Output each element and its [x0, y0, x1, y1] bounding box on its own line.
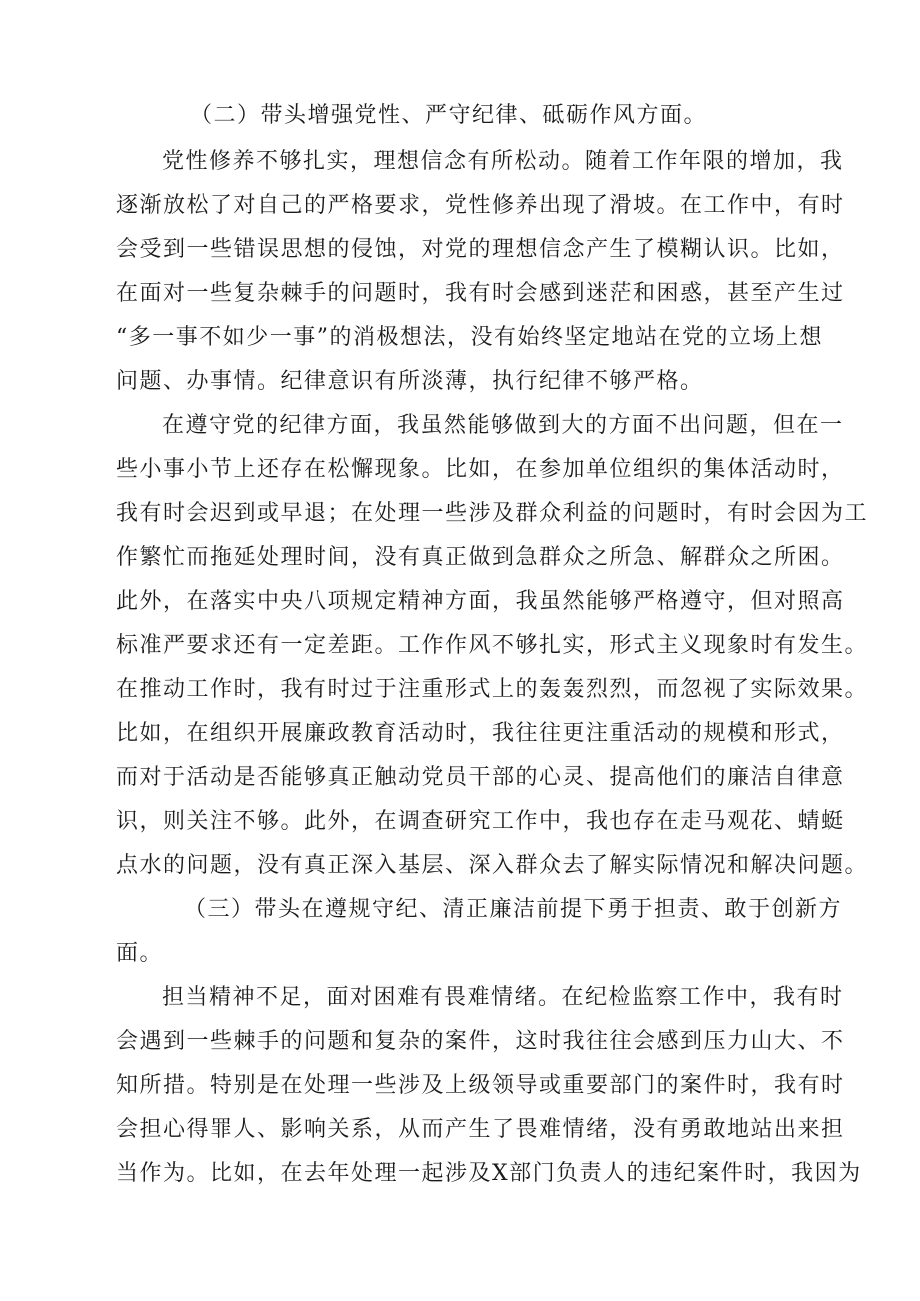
paragraph-line: 当作为。比如，在去年处理一起涉及X部门负责人的违纪案件时，我因为 — [116, 1161, 862, 1186]
section-2-heading: （二）带头增强党性、严守纪律、砥砺作风方面。 — [190, 103, 708, 128]
paragraph-line: 逐渐放松了对自己的严格要求，党性修养出现了滑坡。在工作中，有时 — [116, 193, 845, 218]
paragraph-line: 我有时会迟到或早退；在处理一些涉及群众利益的问题时，有时会因为工 — [116, 501, 869, 526]
paragraph-line: 点水的问题，没有真正深入基层、深入群众去了解实际情况和解决问题。 — [116, 853, 869, 878]
paragraph-line: 在面对一些复杂棘手的问题时，我有时会感到迷茫和困惑，甚至产生过 — [116, 281, 845, 306]
section-3-heading-cont: 面。 — [116, 941, 164, 966]
section-3-heading: （三）带头在遵规守纪、清正廉洁前提下勇于担责、敢于创新方 — [184, 897, 843, 922]
paragraph-line: 标准严要求还有一定差距。工作作风不够扎实，形式主义现象时有发生。 — [116, 633, 869, 658]
paragraph-line: 些小事小节上还存在松懈现象。比如，在参加单位组织的集体活动时， — [116, 457, 845, 482]
paragraph-line: 而对于活动是否能够真正触动党员干部的心灵、提高他们的廉洁自律意 — [116, 765, 845, 790]
paragraph-line: 会遇到一些棘手的问题和复杂的案件，这时我往往会感到压力山大、不 — [116, 1029, 845, 1054]
paragraph-line: 党性修养不够扎实，理想信念有所松动。随着工作年限的增加，我 — [162, 149, 844, 174]
paragraph-line: 比如，在组织开展廉政教育活动时，我往往更注重活动的规模和形式， — [116, 721, 845, 746]
paragraph-line: 问题、办事情。纪律意识有所淡薄，执行纪律不够严格。 — [116, 369, 704, 394]
paragraph-line: 作繁忙而拖延处理时间，没有真正做到急群众之所急、解群众之所困。 — [116, 545, 845, 570]
paragraph-line: 在推动工作时，我有时过于注重形式上的轰轰烈烈，而忽视了实际效果。 — [116, 677, 869, 702]
paragraph-line: 会受到一些错误思想的侵蚀，对党的理想信念产生了模糊认识。比如， — [116, 237, 845, 262]
paragraph-line: 担当精神不足，面对困难有畏难情绪。在纪检监察工作中，我有时 — [162, 985, 844, 1010]
paragraph-line: “多一事不如少一事”的消极想法，没有始终坚定地站在党的立场上想 — [116, 325, 823, 350]
paragraph-line: 知所措。特别是在处理一些涉及上级领导或重要部门的案件时，我有时 — [116, 1073, 845, 1098]
paragraph-line: 此外，在落实中央八项规定精神方面，我虽然能够严格遵守，但对照高 — [116, 589, 845, 614]
paragraph-line: 在遵守党的纪律方面，我虽然能够做到大的方面不出问题，但在一 — [162, 413, 844, 438]
paragraph-line: 识，则关注不够。此外，在调查研究工作中，我也存在走马观花、蜻蜓 — [116, 809, 845, 834]
paragraph-line: 会担心得罪人、影响关系，从而产生了畏难情绪，没有勇敢地站出来担 — [116, 1117, 845, 1142]
